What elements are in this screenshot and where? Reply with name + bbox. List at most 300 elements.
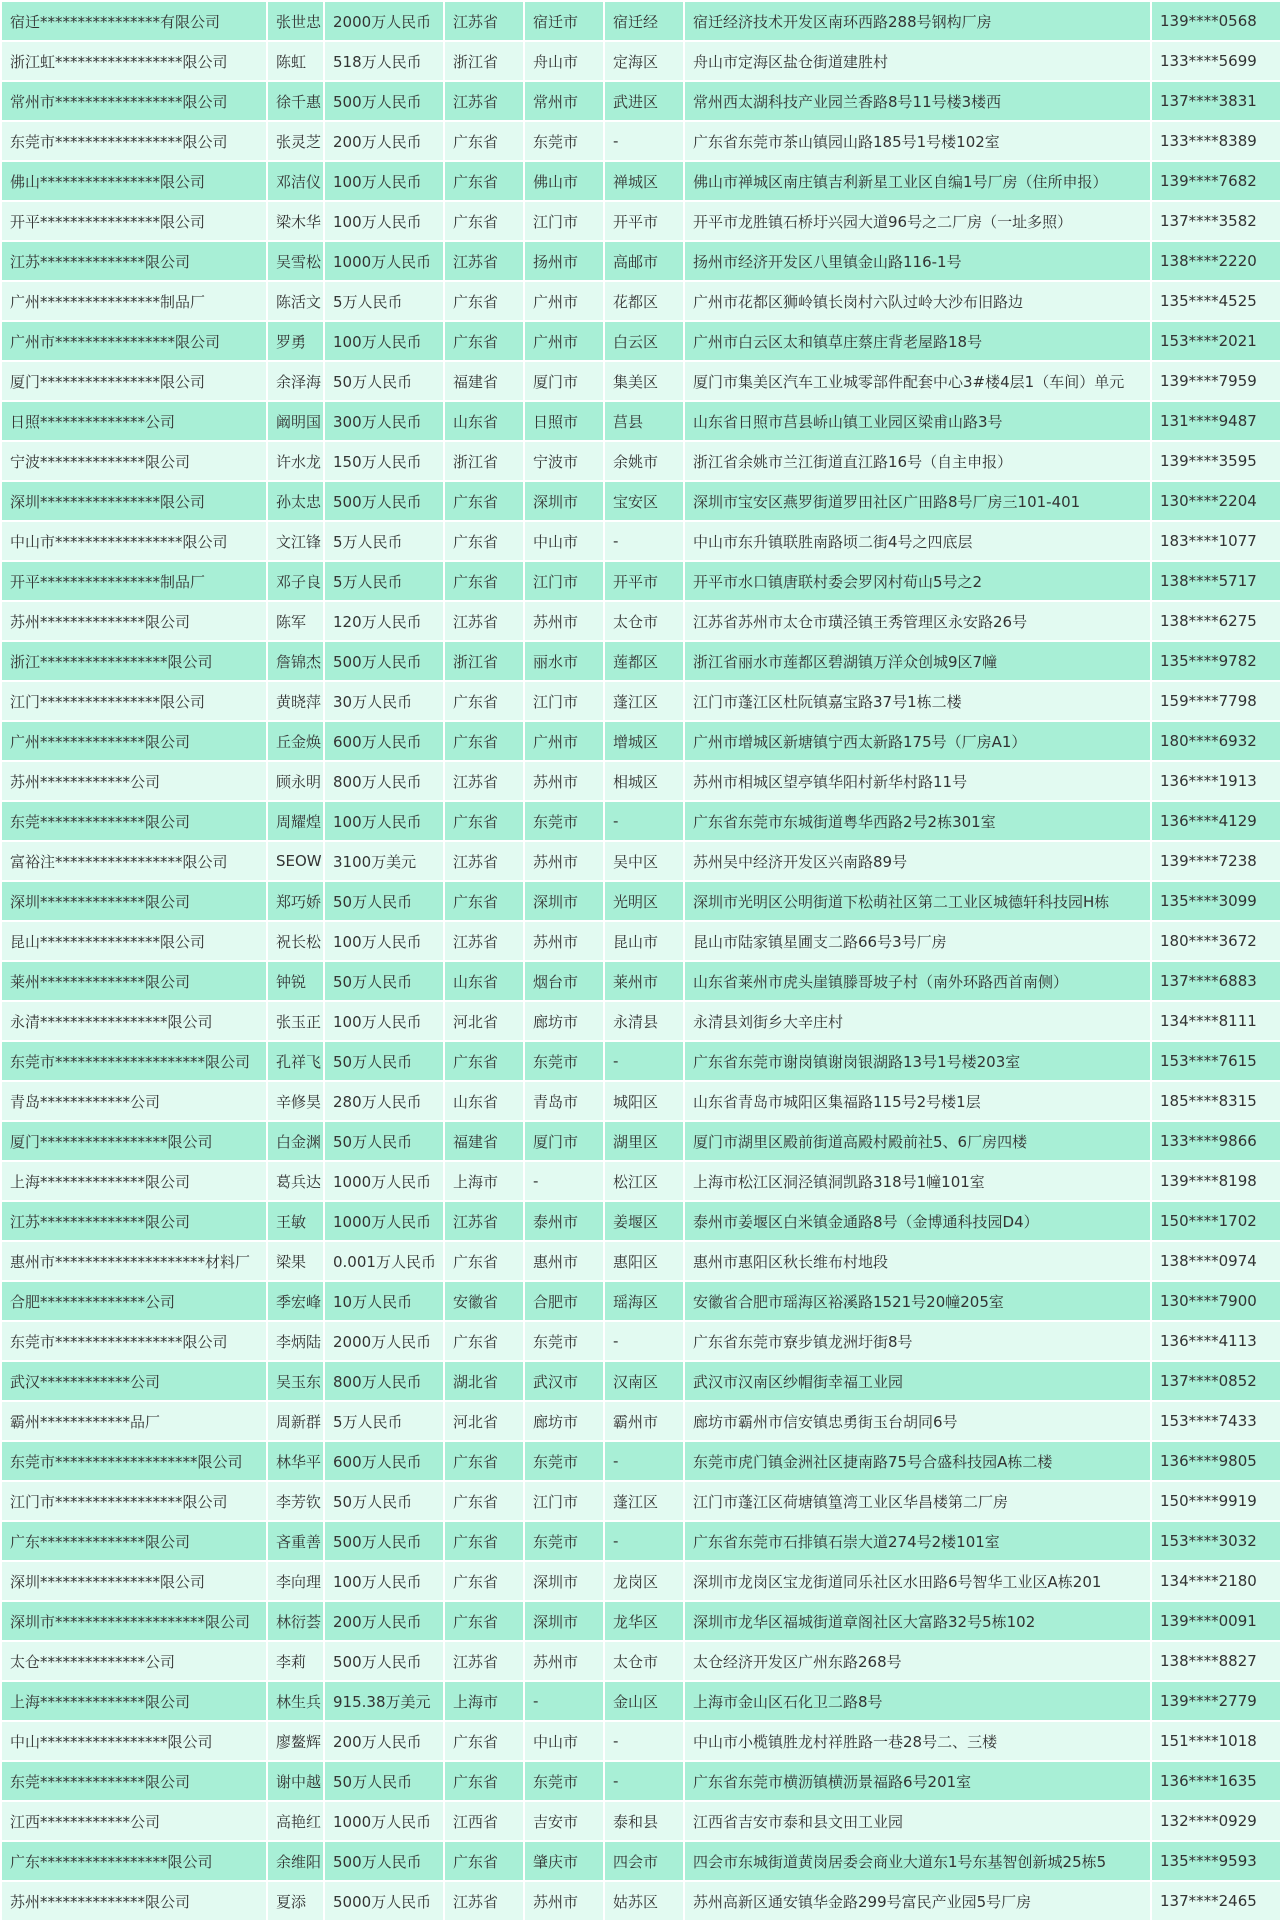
registered-capital-cell: 500万人民币 <box>324 1521 444 1561</box>
registered-capital-cell: 5万人民币 <box>324 1401 444 1441</box>
district-cell: - <box>604 121 684 161</box>
registered-capital-cell: 100万人民币 <box>324 1561 444 1601</box>
district-cell: 蓬江区 <box>604 681 684 721</box>
table-row <box>1 521 1280 561</box>
phone-cell: 137****6883 <box>1151 961 1280 1001</box>
city-cell: 扬州市 <box>524 241 604 281</box>
province-cell: 江苏省 <box>444 241 524 281</box>
phone-cell: 136****4129 <box>1151 801 1280 841</box>
province-cell: 广东省 <box>444 681 524 721</box>
table-row <box>1 561 1280 601</box>
table-row <box>1 721 1280 761</box>
registered-capital-cell: 100万人民币 <box>324 1001 444 1041</box>
legal-rep-cell: 吴雪松 <box>267 241 324 281</box>
registered-capital-cell: 200万人民币 <box>324 121 444 161</box>
city-cell: 中山市 <box>524 1721 604 1761</box>
registered-capital-cell: 1000万人民币 <box>324 1801 444 1841</box>
registered-capital-cell: 500万人民币 <box>324 1641 444 1681</box>
address-cell: 太仓经济开发区广州东路268号 <box>684 1641 1151 1681</box>
legal-rep-cell: 余维阳 <box>267 1841 324 1881</box>
phone-cell: 159****7798 <box>1151 681 1280 721</box>
address-cell: 东莞市虎门镇金洲社区捷南路75号合盛科技园A栋二楼 <box>684 1441 1151 1481</box>
company-name-cell: 中山市*****************限公司 <box>1 521 267 561</box>
registered-capital-cell: 5万人民币 <box>324 521 444 561</box>
legal-rep-cell: 李炳陆 <box>267 1321 324 1361</box>
address-cell: 江门市蓬江区荷塘镇篁湾工业区华昌楼第二厂房 <box>684 1481 1151 1521</box>
district-cell: 蓬江区 <box>604 1481 684 1521</box>
legal-rep-cell: 周耀煌 <box>267 801 324 841</box>
city-cell: 苏州市 <box>524 921 604 961</box>
province-cell: 广东省 <box>444 1041 524 1081</box>
province-cell: 江苏省 <box>444 921 524 961</box>
company-name-cell: 日照**************公司 <box>1 401 267 441</box>
company-name-cell: 上海**************限公司 <box>1 1161 267 1201</box>
address-cell: 四会市东城街道黄岗居委会商业大道东1号东基智创新城25栋5 <box>684 1841 1151 1881</box>
address-cell: 昆山市陆家镇星圃支二路66号3号厂房 <box>684 921 1151 961</box>
table-row <box>1 441 1280 481</box>
legal-rep-cell: 邓洁仪 <box>267 161 324 201</box>
company-name-cell: 江门市*****************限公司 <box>1 1481 267 1521</box>
district-cell: 吴中区 <box>604 841 684 881</box>
address-cell: 苏州市相城区望亭镇华阳村新华村路11号 <box>684 761 1151 801</box>
legal-rep-cell: 李向理 <box>267 1561 324 1601</box>
company-name-cell: 苏州************公司 <box>1 761 267 801</box>
company-name-cell: 广州市****************限公司 <box>1 321 267 361</box>
address-cell: 武汉市汉南区纱帽街幸福工业园 <box>684 1361 1151 1401</box>
district-cell: 花都区 <box>604 281 684 321</box>
legal-rep-cell: 林衍荟 <box>267 1601 324 1641</box>
province-cell: 广东省 <box>444 1321 524 1361</box>
city-cell: 廊坊市 <box>524 1401 604 1441</box>
phone-cell: 153****7433 <box>1151 1401 1280 1441</box>
legal-rep-cell: 陈活文 <box>267 281 324 321</box>
company-name-cell: 佛山****************限公司 <box>1 161 267 201</box>
province-cell: 山东省 <box>444 401 524 441</box>
address-cell: 中山市东升镇联胜南路顷二街4号之四底层 <box>684 521 1151 561</box>
table-row <box>1 1281 1280 1321</box>
province-cell: 广东省 <box>444 801 524 841</box>
district-cell: 汉南区 <box>604 1361 684 1401</box>
company-name-cell: 永清*****************限公司 <box>1 1001 267 1041</box>
province-cell: 浙江省 <box>444 441 524 481</box>
address-cell: 广东省东莞市石排镇石崇大道274号2楼101室 <box>684 1521 1151 1561</box>
company-name-cell: 广东*****************限公司 <box>1 1841 267 1881</box>
legal-rep-cell: 季宏峰 <box>267 1281 324 1321</box>
legal-rep-cell: 葛兵达 <box>267 1161 324 1201</box>
phone-cell: 139****3595 <box>1151 441 1280 481</box>
legal-rep-cell: 孔祥飞 <box>267 1041 324 1081</box>
table-row <box>1 1001 1280 1041</box>
address-cell: 深圳市龙华区福城街道章阁社区大富路32号5栋102 <box>684 1601 1151 1641</box>
table-row <box>1 1561 1280 1601</box>
city-cell: 苏州市 <box>524 841 604 881</box>
province-cell: 上海市 <box>444 1681 524 1721</box>
address-cell: 深圳市光明区公明街道下松萌社区第二工业区城德轩科技园H栋 <box>684 881 1151 921</box>
registered-capital-cell: 800万人民币 <box>324 1361 444 1401</box>
province-cell: 广东省 <box>444 321 524 361</box>
address-cell: 江门市蓬江区杜阮镇嘉宝路37号1栋二楼 <box>684 681 1151 721</box>
address-cell: 安徽省合肥市瑶海区裕溪路1521号20幢205室 <box>684 1281 1151 1321</box>
address-cell: 广州市白云区太和镇草庄蔡庄背老屋路18号 <box>684 321 1151 361</box>
registered-capital-cell: 200万人民币 <box>324 1721 444 1761</box>
province-cell: 山东省 <box>444 1081 524 1121</box>
legal-rep-cell: 张灵芝 <box>267 121 324 161</box>
district-cell: - <box>604 1041 684 1081</box>
legal-rep-cell: 谢中越 <box>267 1761 324 1801</box>
registered-capital-cell: 915.38万美元 <box>324 1681 444 1721</box>
table-row <box>1 201 1280 241</box>
table-row <box>1 1841 1280 1881</box>
registered-capital-cell: 0.001万人民币 <box>324 1241 444 1281</box>
province-cell: 广东省 <box>444 201 524 241</box>
legal-rep-cell: 祝长松 <box>267 921 324 961</box>
phone-cell: 135****9593 <box>1151 1841 1280 1881</box>
registered-capital-cell: 100万人民币 <box>324 321 444 361</box>
phone-cell: 139****8198 <box>1151 1161 1280 1201</box>
district-cell: 定海区 <box>604 41 684 81</box>
registered-capital-cell: 1000万人民币 <box>324 1161 444 1201</box>
district-cell: 龙华区 <box>604 1601 684 1641</box>
phone-cell: 135****4525 <box>1151 281 1280 321</box>
registered-capital-cell: 300万人民币 <box>324 401 444 441</box>
province-cell: 广东省 <box>444 561 524 601</box>
company-name-cell: 广州****************制品厂 <box>1 281 267 321</box>
table-row <box>1 1 1280 41</box>
phone-cell: 137****3582 <box>1151 201 1280 241</box>
company-name-cell: 苏州**************限公司 <box>1 1881 267 1921</box>
address-cell: 深圳市宝安区燕罗街道罗田社区广田路8号厂房三101-401 <box>684 481 1151 521</box>
registered-capital-cell: 280万人民币 <box>324 1081 444 1121</box>
company-name-cell: 广东**************限公司 <box>1 1521 267 1561</box>
table-row <box>1 761 1280 801</box>
table-row <box>1 641 1280 681</box>
legal-rep-cell: 梁木华 <box>267 201 324 241</box>
table-row <box>1 41 1280 81</box>
address-cell: 山东省青岛市城阳区集福路115号2号楼1层 <box>684 1081 1151 1121</box>
phone-cell: 137****3831 <box>1151 81 1280 121</box>
registered-capital-cell: 5万人民币 <box>324 561 444 601</box>
legal-rep-cell: 高艳红 <box>267 1801 324 1841</box>
address-cell: 泰州市姜堰区白米镇金通路8号（金博通科技园D4） <box>684 1201 1151 1241</box>
district-cell: 莲都区 <box>604 641 684 681</box>
phone-cell: 135****9782 <box>1151 641 1280 681</box>
phone-cell: 134****8111 <box>1151 1001 1280 1041</box>
city-cell: 东莞市 <box>524 801 604 841</box>
phone-cell: 131****9487 <box>1151 401 1280 441</box>
district-cell: 白云区 <box>604 321 684 361</box>
registered-capital-cell: 1000万人民币 <box>324 241 444 281</box>
registered-capital-cell: 500万人民币 <box>324 481 444 521</box>
registered-capital-cell: 2000万人民币 <box>324 1 444 41</box>
legal-rep-cell: 陈军 <box>267 601 324 641</box>
company-name-cell: 上海**************限公司 <box>1 1681 267 1721</box>
company-name-cell: 东莞市*****************限公司 <box>1 121 267 161</box>
legal-rep-cell: 吴玉东 <box>267 1361 324 1401</box>
city-cell: 江门市 <box>524 1481 604 1521</box>
company-name-cell: 江门****************限公司 <box>1 681 267 721</box>
legal-rep-cell: 余泽海 <box>267 361 324 401</box>
district-cell: 高邮市 <box>604 241 684 281</box>
registered-capital-cell: 1000万人民币 <box>324 1201 444 1241</box>
city-cell: 东莞市 <box>524 1321 604 1361</box>
legal-rep-cell: 林华平 <box>267 1441 324 1481</box>
table-row <box>1 881 1280 921</box>
city-cell: 肇庆市 <box>524 1841 604 1881</box>
city-cell: 宿迁市 <box>524 1 604 41</box>
table-row <box>1 681 1280 721</box>
city-cell: 合肥市 <box>524 1281 604 1321</box>
address-cell: 常州西太湖科技产业园兰香路8号11号楼3楼西 <box>684 81 1151 121</box>
phone-cell: 136****1635 <box>1151 1761 1280 1801</box>
address-cell: 江西省吉安市泰和县文田工业园 <box>684 1801 1151 1841</box>
province-cell: 广东省 <box>444 1441 524 1481</box>
table-row <box>1 841 1280 881</box>
registered-capital-cell: 2000万人民币 <box>324 1321 444 1361</box>
district-cell: 瑶海区 <box>604 1281 684 1321</box>
legal-rep-cell: 许水龙 <box>267 441 324 481</box>
phone-cell: 180****3672 <box>1151 921 1280 961</box>
city-cell: 佛山市 <box>524 161 604 201</box>
address-cell: 浙江省余姚市兰江街道直江路16号（自主申报） <box>684 441 1151 481</box>
company-name-cell: 江西************公司 <box>1 1801 267 1841</box>
city-cell: 东莞市 <box>524 121 604 161</box>
phone-cell: 132****0929 <box>1151 1801 1280 1841</box>
legal-rep-cell: 白金渊 <box>267 1121 324 1161</box>
phone-cell: 139****7238 <box>1151 841 1280 881</box>
legal-rep-cell: 钟锐 <box>267 961 324 1001</box>
city-cell: 廊坊市 <box>524 1001 604 1041</box>
address-cell: 厦门市湖里区殿前街道高殿村殿前社5、6厂房四楼 <box>684 1121 1151 1161</box>
table-row <box>1 1041 1280 1081</box>
district-cell: 莒县 <box>604 401 684 441</box>
company-name-cell: 合肥**************公司 <box>1 1281 267 1321</box>
company-name-cell: 深圳****************限公司 <box>1 1561 267 1601</box>
legal-rep-cell: 张玉正 <box>267 1001 324 1041</box>
city-cell: 烟台市 <box>524 961 604 1001</box>
company-name-cell: 昆山****************限公司 <box>1 921 267 961</box>
table-row <box>1 1441 1280 1481</box>
company-name-cell: 富裕注*****************限公司 <box>1 841 267 881</box>
table-row <box>1 361 1280 401</box>
company-name-cell: 广州**************限公司 <box>1 721 267 761</box>
district-cell: 禅城区 <box>604 161 684 201</box>
city-cell: 苏州市 <box>524 1881 604 1921</box>
province-cell: 江苏省 <box>444 761 524 801</box>
company-name-cell: 东莞市********************限公司 <box>1 1041 267 1081</box>
city-cell: 宁波市 <box>524 441 604 481</box>
table-row <box>1 1241 1280 1281</box>
table-row <box>1 1481 1280 1521</box>
legal-rep-cell: 王敏 <box>267 1201 324 1241</box>
table-row <box>1 601 1280 641</box>
table-row <box>1 1681 1280 1721</box>
province-cell: 江苏省 <box>444 1881 524 1921</box>
phone-cell: 153****7615 <box>1151 1041 1280 1081</box>
registered-capital-cell: 50万人民币 <box>324 1761 444 1801</box>
province-cell: 广东省 <box>444 281 524 321</box>
city-cell: 苏州市 <box>524 601 604 641</box>
legal-rep-cell: 林生兵 <box>267 1681 324 1721</box>
phone-cell: 136****1913 <box>1151 761 1280 801</box>
phone-cell: 134****2180 <box>1151 1561 1280 1601</box>
province-cell: 广东省 <box>444 1521 524 1561</box>
table-row <box>1 801 1280 841</box>
city-cell: 厦门市 <box>524 1121 604 1161</box>
registered-capital-cell: 50万人民币 <box>324 961 444 1001</box>
registered-capital-cell: 5万人民币 <box>324 281 444 321</box>
company-name-cell: 深圳**************限公司 <box>1 881 267 921</box>
phone-cell: 133****5699 <box>1151 41 1280 81</box>
company-table-body <box>1 1 1280 1921</box>
company-name-cell: 苏州**************限公司 <box>1 601 267 641</box>
province-cell: 江西省 <box>444 1801 524 1841</box>
company-name-cell: 江苏**************限公司 <box>1 241 267 281</box>
province-cell: 广东省 <box>444 521 524 561</box>
phone-cell: 185****8315 <box>1151 1081 1280 1121</box>
city-cell: 江门市 <box>524 561 604 601</box>
legal-rep-cell: SEOW <box>267 841 324 881</box>
address-cell: 扬州市经济开发区八里镇金山路116-1号 <box>684 241 1151 281</box>
city-cell: 广州市 <box>524 281 604 321</box>
registered-capital-cell: 500万人民币 <box>324 81 444 121</box>
city-cell: 泰州市 <box>524 1201 604 1241</box>
phone-cell: 139****7959 <box>1151 361 1280 401</box>
city-cell: 东莞市 <box>524 1041 604 1081</box>
address-cell: 宿迁经济技术开发区南环西路288号钢构厂房 <box>684 1 1151 41</box>
registered-capital-cell: 120万人民币 <box>324 601 444 641</box>
registered-capital-cell: 30万人民币 <box>324 681 444 721</box>
registered-capital-cell: 100万人民币 <box>324 161 444 201</box>
district-cell: - <box>604 1521 684 1561</box>
company-name-cell: 中山*****************限公司 <box>1 1721 267 1761</box>
phone-cell: 135****3099 <box>1151 881 1280 921</box>
legal-rep-cell: 张世忠 <box>267 1 324 41</box>
district-cell: 莱州市 <box>604 961 684 1001</box>
city-cell: 深圳市 <box>524 1561 604 1601</box>
city-cell: 深圳市 <box>524 881 604 921</box>
phone-cell: 133****9866 <box>1151 1121 1280 1161</box>
district-cell: 集美区 <box>604 361 684 401</box>
district-cell: 昆山市 <box>604 921 684 961</box>
legal-rep-cell: 廖鳌辉 <box>267 1721 324 1761</box>
address-cell: 苏州高新区通安镇华金路299号富民产业园5号厂房 <box>684 1881 1151 1921</box>
registered-capital-cell: 5000万人民币 <box>324 1881 444 1921</box>
table-row <box>1 1761 1280 1801</box>
province-cell: 江苏省 <box>444 1 524 41</box>
table-row <box>1 401 1280 441</box>
registered-capital-cell: 150万人民币 <box>324 441 444 481</box>
province-cell: 江苏省 <box>444 841 524 881</box>
company-name-cell: 东莞**************限公司 <box>1 801 267 841</box>
registered-capital-cell: 50万人民币 <box>324 1041 444 1081</box>
district-cell: 四会市 <box>604 1841 684 1881</box>
district-cell: - <box>604 1721 684 1761</box>
district-cell: 增城区 <box>604 721 684 761</box>
legal-rep-cell: 郑巧娇 <box>267 881 324 921</box>
address-cell: 开平市水口镇唐联村委会罗冈村荀山5号之2 <box>684 561 1151 601</box>
address-cell: 广东省东莞市谢岗镇谢岗银湖路13号1号楼203室 <box>684 1041 1151 1081</box>
city-cell: 东莞市 <box>524 1441 604 1481</box>
phone-cell: 183****1077 <box>1151 521 1280 561</box>
registered-capital-cell: 100万人民币 <box>324 801 444 841</box>
legal-rep-cell: 孙太忠 <box>267 481 324 521</box>
district-cell: 武进区 <box>604 81 684 121</box>
province-cell: 湖北省 <box>444 1361 524 1401</box>
city-cell: 江门市 <box>524 201 604 241</box>
province-cell: 广东省 <box>444 121 524 161</box>
district-cell: 姑苏区 <box>604 1881 684 1921</box>
province-cell: 广东省 <box>444 1481 524 1521</box>
registered-capital-cell: 50万人民币 <box>324 361 444 401</box>
address-cell: 廊坊市霸州市信安镇忠勇街玉台胡同6号 <box>684 1401 1151 1441</box>
legal-rep-cell: 丘金焕 <box>267 721 324 761</box>
phone-cell: 153****2021 <box>1151 321 1280 361</box>
city-cell: 苏州市 <box>524 1641 604 1681</box>
address-cell: 浙江省丽水市莲都区碧湖镇万洋众创城9区7幢 <box>684 641 1151 681</box>
company-name-cell: 太仓**************公司 <box>1 1641 267 1681</box>
address-cell: 开平市龙胜镇石桥圩兴园大道96号之二厂房（一址多照） <box>684 201 1151 241</box>
company-name-cell: 浙江虹*****************限公司 <box>1 41 267 81</box>
city-cell: 武汉市 <box>524 1361 604 1401</box>
table-row <box>1 921 1280 961</box>
registered-capital-cell: 800万人民币 <box>324 761 444 801</box>
legal-rep-cell: 徐千惠 <box>267 81 324 121</box>
phone-cell: 138****6275 <box>1151 601 1280 641</box>
province-cell: 广东省 <box>444 1561 524 1601</box>
legal-rep-cell: 李芳钦 <box>267 1481 324 1521</box>
phone-cell: 138****2220 <box>1151 241 1280 281</box>
address-cell: 上海市松江区洞泾镇洞凯路318号1幢101室 <box>684 1161 1151 1201</box>
address-cell: 广东省东莞市横沥镇横沥景福路6号201室 <box>684 1761 1151 1801</box>
province-cell: 江苏省 <box>444 601 524 641</box>
company-name-cell: 霸州************品厂 <box>1 1401 267 1441</box>
district-cell: 金山区 <box>604 1681 684 1721</box>
legal-rep-cell: 邓子良 <box>267 561 324 601</box>
legal-rep-cell: 顾永明 <box>267 761 324 801</box>
registered-capital-cell: 500万人民币 <box>324 641 444 681</box>
phone-cell: 138****5717 <box>1151 561 1280 601</box>
company-name-cell: 开平****************制品厂 <box>1 561 267 601</box>
phone-cell: 139****0568 <box>1151 1 1280 41</box>
address-cell: 山东省日照市莒县峤山镇工业园区梁甫山路3号 <box>684 401 1151 441</box>
district-cell: 永清县 <box>604 1001 684 1041</box>
table-row <box>1 321 1280 361</box>
legal-rep-cell: 梁果 <box>267 1241 324 1281</box>
address-cell: 舟山市定海区盐仓街道建胜村 <box>684 41 1151 81</box>
table-row <box>1 1161 1280 1201</box>
company-name-cell: 宁波**************限公司 <box>1 441 267 481</box>
table-row <box>1 1641 1280 1681</box>
address-cell: 苏州吴中经济开发区兴南路89号 <box>684 841 1151 881</box>
legal-rep-cell: 陈虹 <box>267 41 324 81</box>
district-cell: 宿迁经 <box>604 1 684 41</box>
company-name-cell: 江苏**************限公司 <box>1 1201 267 1241</box>
province-cell: 安徽省 <box>444 1281 524 1321</box>
legal-rep-cell: 罗勇 <box>267 321 324 361</box>
phone-cell: 150****9919 <box>1151 1481 1280 1521</box>
registered-capital-cell: 600万人民币 <box>324 721 444 761</box>
phone-cell: 138****0974 <box>1151 1241 1280 1281</box>
province-cell: 广东省 <box>444 161 524 201</box>
district-cell: 城阳区 <box>604 1081 684 1121</box>
address-cell: 江苏省苏州市太仓市璜泾镇王秀管理区永安路26号 <box>684 601 1151 641</box>
company-name-cell: 厦门****************限公司 <box>1 361 267 401</box>
legal-rep-cell: 阚明国 <box>267 401 324 441</box>
city-cell: 厦门市 <box>524 361 604 401</box>
registered-capital-cell: 50万人民币 <box>324 881 444 921</box>
phone-cell: 139****7682 <box>1151 161 1280 201</box>
phone-cell: 130****7900 <box>1151 1281 1280 1321</box>
